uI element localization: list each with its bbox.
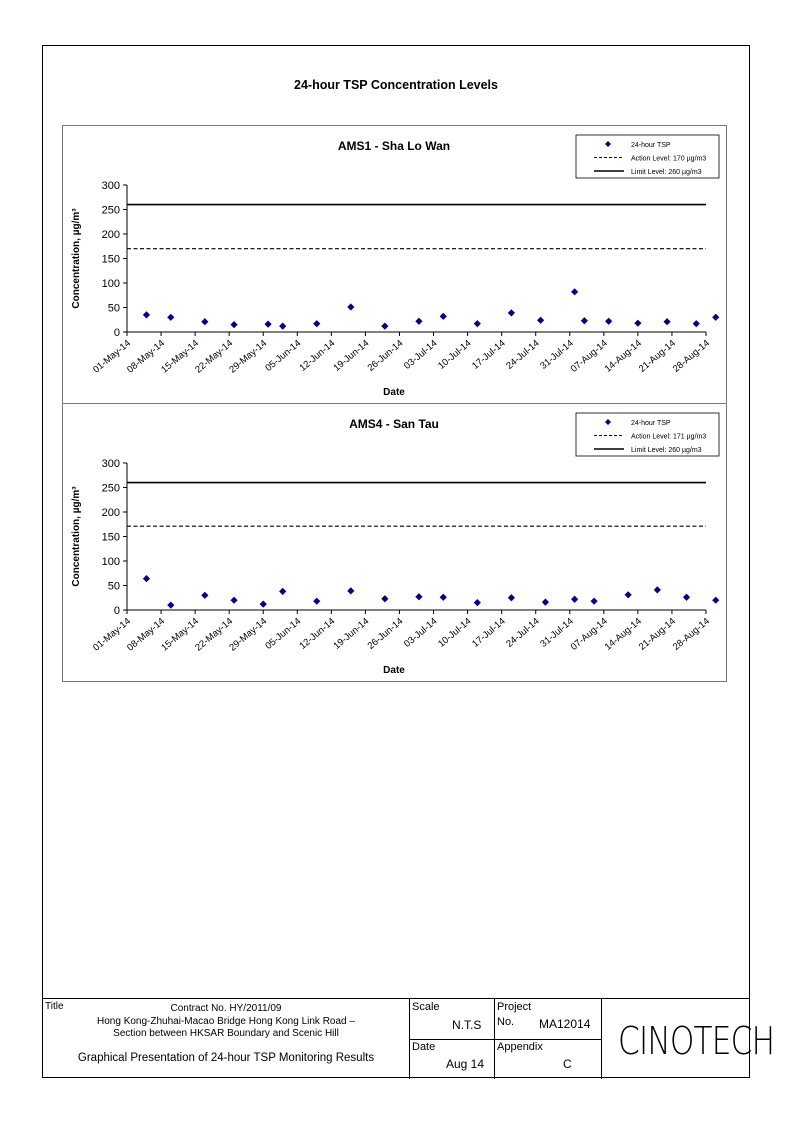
y-tick-label: 150 bbox=[101, 253, 120, 266]
data-point bbox=[381, 323, 388, 330]
data-point bbox=[167, 602, 174, 609]
project-line-1: Hong Kong-Zhuhai-Macao Bridge Hong Kong Link Road – bbox=[97, 1016, 355, 1027]
chart-svg bbox=[63, 126, 726, 403]
data-point bbox=[542, 599, 549, 606]
y-tick-label: 0 bbox=[113, 605, 120, 617]
data-point bbox=[474, 599, 481, 606]
y-tick-label: 300 bbox=[101, 458, 120, 470]
data-point bbox=[693, 320, 700, 327]
x-tick-label: 26-Jun-14 bbox=[365, 337, 406, 374]
date-label: Date bbox=[412, 1041, 436, 1053]
data-point bbox=[167, 314, 174, 321]
x-tick-label: 22-May-14 bbox=[193, 337, 236, 376]
data-point bbox=[474, 320, 481, 327]
data-point bbox=[712, 597, 719, 604]
data-point bbox=[230, 321, 237, 328]
x-tick-label: 05-Jun-14 bbox=[263, 615, 304, 652]
divider bbox=[601, 999, 602, 1079]
x-tick-label: 24-Jul-14 bbox=[504, 615, 542, 650]
y-tick-label: 50 bbox=[107, 580, 120, 593]
data-point bbox=[143, 311, 150, 318]
data-point bbox=[581, 317, 588, 324]
data-point bbox=[605, 318, 612, 325]
x-tick-label: 24-Jul-14 bbox=[504, 337, 542, 372]
y-axis-title: Concentration, µg/m³ bbox=[71, 208, 82, 309]
x-tick-label: 01-May-14 bbox=[91, 337, 133, 376]
x-tick-label: 03-Jul-14 bbox=[402, 615, 440, 650]
x-tick-label: 03-Jul-14 bbox=[402, 337, 440, 372]
data-point bbox=[625, 591, 632, 598]
legend-label: Action Level: 170 µg/m3 bbox=[631, 155, 707, 163]
y-tick-label: 0 bbox=[113, 327, 120, 339]
x-tick-label: 26-Jun-14 bbox=[365, 615, 406, 652]
project-no-label: No. bbox=[497, 1016, 515, 1028]
data-point bbox=[313, 320, 320, 327]
appendix-value: C bbox=[563, 1057, 572, 1071]
y-tick-label: 200 bbox=[101, 507, 120, 519]
legend-label: Action Level: 171 µg/m3 bbox=[631, 433, 707, 441]
x-tick-label: 21-Aug-14 bbox=[636, 615, 678, 653]
data-point bbox=[347, 303, 354, 310]
title-label: Title bbox=[45, 1001, 64, 1012]
y-tick-label: 50 bbox=[107, 302, 120, 315]
x-tick-label: 17-Jul-14 bbox=[470, 337, 508, 372]
chart-ams4 bbox=[62, 403, 727, 682]
data-point bbox=[415, 593, 422, 600]
project-line-2: Section between HKSAR Boundary and Scenic Hill bbox=[113, 1028, 339, 1039]
chart-svg bbox=[63, 404, 726, 681]
data-point bbox=[590, 598, 597, 605]
legend-label: 24-hour TSP bbox=[631, 142, 671, 149]
data-point bbox=[279, 323, 286, 330]
x-tick-label: 10-Jul-14 bbox=[436, 337, 474, 372]
data-point bbox=[508, 594, 515, 601]
x-tick-label: 19-Jun-14 bbox=[331, 337, 372, 374]
data-point bbox=[347, 587, 354, 594]
company-logo: CINOTECH bbox=[618, 1019, 775, 1063]
data-point bbox=[143, 575, 150, 582]
y-tick-label: 100 bbox=[101, 556, 120, 568]
y-tick-label: 250 bbox=[101, 482, 120, 495]
x-tick-label: 12-Jun-14 bbox=[297, 615, 338, 652]
x-tick-label: 07-Aug-14 bbox=[568, 615, 610, 653]
drawing-title: Graphical Presentation of 24-hour TSP Monitoring Results bbox=[77, 1052, 375, 1064]
data-point bbox=[260, 601, 267, 608]
legend-label: Limit Level: 260 µg/m3 bbox=[631, 447, 702, 454]
x-tick-label: 22-May-14 bbox=[193, 615, 236, 654]
appendix-label: Appendix bbox=[497, 1041, 543, 1053]
data-point bbox=[634, 320, 641, 327]
y-axis-title: Concentration, µg/m³ bbox=[71, 486, 82, 587]
x-tick-label: 19-Jun-14 bbox=[331, 615, 372, 652]
y-tick-label: 200 bbox=[101, 229, 120, 241]
x-tick-label: 07-Aug-14 bbox=[568, 337, 610, 375]
project-number: MA12014 bbox=[539, 1017, 591, 1031]
chart-title: AMS4 - San Tau bbox=[349, 417, 439, 431]
data-point bbox=[440, 313, 447, 320]
x-tick-label: 29-May-14 bbox=[227, 615, 270, 654]
x-tick-label: 17-Jul-14 bbox=[470, 615, 508, 650]
data-point bbox=[279, 588, 286, 595]
data-point bbox=[230, 597, 237, 604]
data-point bbox=[201, 318, 208, 325]
x-tick-label: 31-Jul-14 bbox=[538, 337, 576, 372]
x-tick-label: 08-May-14 bbox=[125, 615, 167, 654]
x-tick-label: 28-Aug-14 bbox=[670, 337, 712, 375]
x-tick-label: 14-Aug-14 bbox=[602, 615, 644, 653]
x-axis-title: Date bbox=[383, 387, 405, 398]
project-label: Project bbox=[497, 1001, 532, 1013]
data-point bbox=[712, 314, 719, 321]
x-axis-title: Date bbox=[383, 665, 405, 676]
contract-number: Contract No. HY/2011/09 bbox=[170, 1003, 282, 1014]
chart-title: AMS1 - Sha Lo Wan bbox=[337, 139, 451, 153]
data-point bbox=[571, 596, 578, 603]
chart-ams1 bbox=[62, 125, 727, 404]
x-tick-label: 15-May-14 bbox=[159, 615, 202, 654]
page-title: 24-hour TSP Concentration Levels bbox=[294, 78, 498, 92]
data-point bbox=[265, 321, 272, 328]
data-point bbox=[654, 586, 661, 593]
y-tick-label: 100 bbox=[101, 278, 120, 290]
legend-label: 24-hour TSP bbox=[631, 420, 671, 427]
x-tick-label: 14-Aug-14 bbox=[602, 337, 644, 375]
y-tick-label: 250 bbox=[101, 204, 120, 217]
data-point bbox=[201, 592, 208, 599]
x-tick-label: 29-May-14 bbox=[227, 337, 270, 376]
x-tick-label: 21-Aug-14 bbox=[636, 337, 678, 375]
y-tick-label: 300 bbox=[101, 180, 120, 192]
scale-value: N.T.S bbox=[452, 1018, 482, 1032]
x-tick-label: 10-Jul-14 bbox=[436, 615, 474, 650]
data-point bbox=[381, 595, 388, 602]
x-tick-label: 28-Aug-14 bbox=[670, 615, 712, 653]
x-tick-label: 01-May-14 bbox=[91, 615, 133, 654]
title-block bbox=[42, 998, 775, 1078]
data-point bbox=[508, 309, 515, 316]
y-tick-label: 150 bbox=[101, 531, 120, 544]
data-point bbox=[571, 288, 578, 295]
data-point bbox=[313, 598, 320, 605]
x-tick-label: 12-Jun-14 bbox=[297, 337, 338, 374]
divider bbox=[409, 1039, 601, 1040]
data-point bbox=[663, 318, 670, 325]
date-value: Aug 14 bbox=[446, 1057, 485, 1071]
data-point bbox=[683, 594, 690, 601]
x-tick-label: 08-May-14 bbox=[125, 337, 167, 376]
x-tick-label: 05-Jun-14 bbox=[263, 337, 304, 374]
data-point bbox=[440, 594, 447, 601]
x-tick-label: 15-May-14 bbox=[159, 337, 202, 376]
data-point bbox=[415, 318, 422, 325]
x-tick-label: 31-Jul-14 bbox=[538, 615, 576, 650]
scale-label: Scale bbox=[412, 1001, 440, 1013]
data-point bbox=[537, 317, 544, 324]
legend-label: Limit Level: 260 µg/m3 bbox=[631, 169, 702, 176]
